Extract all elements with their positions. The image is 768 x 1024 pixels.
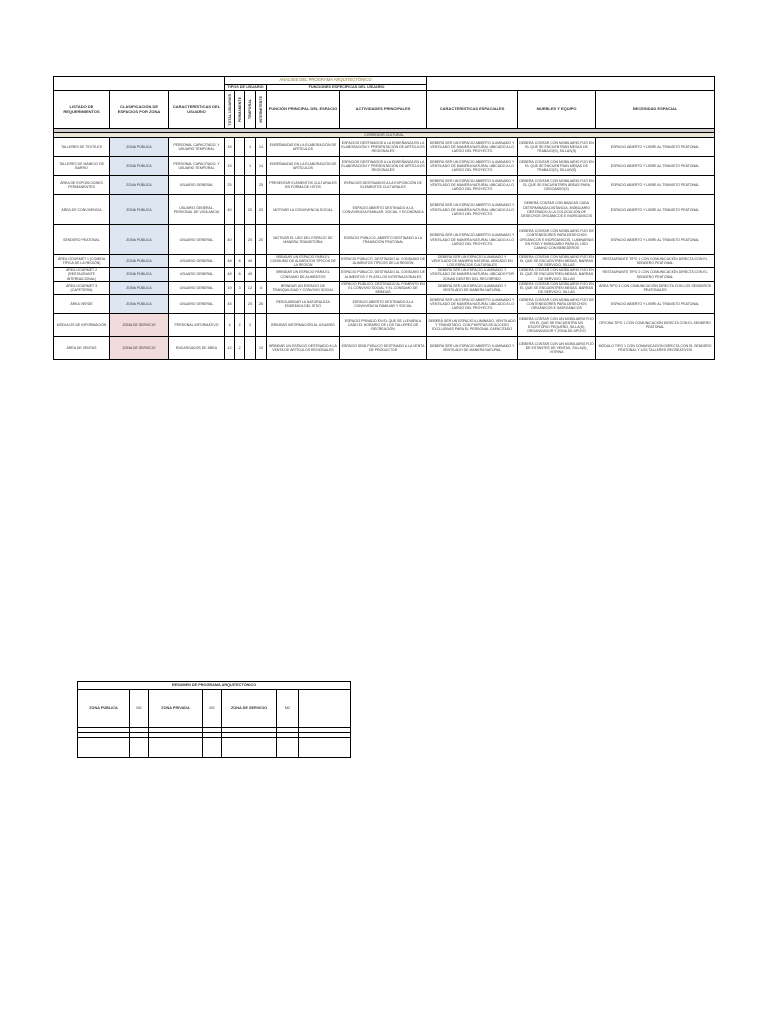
cell-user-type: ENCARGADOS DE ÁREA	[169, 336, 225, 359]
cell-temporal: 1	[245, 138, 256, 157]
cell-zone: ZONA PÚBLICA	[110, 255, 169, 268]
header-necesidad: NECESIDAD ESPACIAL	[596, 91, 715, 129]
cell-activities: ESPACIO ABIERTO DESTINADO A LA CONVIVENCIA FAMILIAR Y SOCIAL	[340, 294, 427, 313]
cell-user-type: PERSONAL CAPACITADO, Y USUARIO TEMPORAL	[169, 157, 225, 176]
cell-function: BRINDAR UN ESPACIO PARA EL CONSUMO DE ALIMENTOS TÍPICOS DE LA REGIÓN	[267, 255, 340, 268]
cell-activities: ESPACIO PÚBLICO, ABIERTO DESTINADO A LA TRANSICIÓN PEATONAL	[340, 225, 427, 255]
cell-total: 48	[225, 268, 235, 281]
cell-requirement: TALLERES DE TEXTILES	[54, 138, 110, 157]
header-permanente: PERMANENTE	[235, 91, 245, 129]
header-mobiliario: MUEBLES Y EQUIPO	[518, 91, 596, 129]
cell-intermittent: 25	[256, 176, 267, 195]
cell-furniture: DEBERÁ CONTAR CON UN MOBILIARIO FIJO DE ESTANTES DE VENTAS, SILLA(S), VITRINA	[518, 336, 596, 359]
summary-header-m2-servicio: M2	[277, 690, 299, 728]
cell-requirement: ÁREA GOURMET 1 (COMIDA TÍPICA DE LA REGIÓN)	[54, 255, 110, 268]
group-functions: FUNCIONES ESPECÍFICAS DEL USUARIO	[267, 85, 427, 91]
table-row	[54, 255, 715, 268]
summary-title: RESUMEN DE PROGRAMA ARQUITECTÓNICO	[78, 682, 351, 690]
cell-requirement: TALLERES DE MANEJO DE BARRO	[54, 157, 110, 176]
cell-activities: ESPACIO ABIERTO DESTINADO A LA CONVIVENCIA FAMILIAR, SOCIAL Y ECONÓMICA	[340, 195, 427, 225]
cell-permanent	[235, 225, 245, 255]
header-temporal: TEMPORAL	[245, 91, 256, 129]
cell-requirement: ÁREA DE CONVIVENCIA	[54, 195, 110, 225]
header-listado: LISTADO DE REQUERIMIENTOS	[54, 91, 110, 129]
cell-furniture: DEBERÁ CONTAR CON MOBILIARIO FIJO EN EL QUE SE ENCUENTREN ÁREAS PARA DESCANSO(S)	[518, 176, 596, 195]
table-row	[54, 281, 715, 294]
cell-user-type: USUARIO GENERAL	[169, 225, 225, 255]
cell-zone: ZONA DE SERVICIO	[110, 313, 169, 336]
cell-spatial: DEBERÁ SER UN ESPACIO ABIERTO ILUMINADO Y VENTILADO DE MANERA NATURAL UBICADO A LO LARGO DEL PROYECTO	[427, 157, 518, 176]
cell-total: 45	[225, 294, 235, 313]
cell-need: OFICINA TIPO 1 CON COMUNICACIÓN DIRECTA CON EL SENDERO PEATONAL	[596, 313, 715, 336]
summary-cell	[222, 738, 277, 758]
cell-need: ESPACIO ABIERTO Y LIBRE AL TRANSITO PEATONAL	[596, 138, 715, 157]
cell-requirement: ÁREA DE EXPOSICIONES PERMANENTES	[54, 176, 110, 195]
table-row	[54, 225, 715, 255]
table-row	[54, 176, 715, 195]
summary-row	[78, 738, 351, 758]
cell-temporal: 1	[245, 157, 256, 176]
cell-total: 15	[225, 157, 235, 176]
cell-total: 12	[225, 336, 235, 359]
cell-temporal: 40	[245, 268, 256, 281]
cell-requirement: ÁREA VERDE	[54, 294, 110, 313]
cell-total: 4	[225, 313, 235, 336]
cell-requirement: MÓDULOS DE INFORMACIÓN	[54, 313, 110, 336]
summary-cell	[299, 738, 351, 758]
table-row	[54, 336, 715, 359]
cell-activities: ESPACIOS DESTINADOS A LA EXPOSICIÓN DE ELEMENTOS CULTURALES	[340, 176, 427, 195]
cell-activities: ESPACIO PÚBLICO, DESTINADO AL CONSUMO DE ALIMENTOS TÍPICOS DE LA REGIÓN	[340, 255, 427, 268]
cell-requirement: ÁREA DE VENTAS	[54, 336, 110, 359]
cell-furniture: DEBERÁ CONTAR CON MOBILIARIO FIJO DE CONTENEDORES PARA DESECHOS ORGÁNICOS E INORGÁNICOS	[518, 294, 596, 313]
cell-temporal: 20	[245, 195, 256, 225]
cell-spatial: DEBERÁ SER UN ESPACIO ILUMINADO Y VENTILADO DE MANERA NATURAL UBICADO POR ZONAS DENTRO DEL RECORRIDO	[427, 268, 518, 281]
table-row	[54, 195, 715, 225]
cell-furniture: DEBERÁ CONTAR CON MOBILIARIO FIJO EN EL QUE SE ENCUENTRAN MESAS DE TRABAJO(S), SILLAS(S)	[518, 157, 596, 176]
cell-zone: ZONA PÚBLICA	[110, 157, 169, 176]
cell-permanent	[235, 195, 245, 225]
cell-need: ESPACIO ABIERTO Y LIBRE AL TRANSITO PEATONAL	[596, 176, 715, 195]
cell-need: MÓDULO TIPO 1 CON COMUNICACIÓN DIRECTA CON EL SENDERO PEATONAL Y LOS TALLERES RECREATIVOS	[596, 336, 715, 359]
cell-furniture: DEBERÁ CONTAR CON MOBILIARIO FIJO EN EL QUE SE ENCUENTREN MESAS, BARRAS DE SERVICIO, SILLAS	[519, 268, 594, 281]
cell-temporal: 12	[245, 281, 256, 294]
cell-temporal	[245, 176, 256, 195]
cell-user-type: PERSONAL INFORMATIVO	[169, 313, 225, 336]
cell-total: 48	[225, 255, 235, 268]
cell-intermittent: 10	[256, 336, 267, 359]
cell-intermittent: 25	[256, 294, 267, 313]
summary-header-extra	[299, 690, 351, 728]
cell-zone: ZONA PÚBLICA	[110, 225, 169, 255]
cell-spatial: DEBERÁ SER UN ESPACIO ABIERTO ILUMINADO Y VENTILADO DE MANERA NATURAL UBICADO A LO LARGO DEL PROYECTO	[427, 138, 518, 157]
cell-intermittent	[256, 268, 267, 281]
cell-temporal: 2	[245, 313, 256, 336]
cell-need: RESTAURANTE TIPO 2 CON COMUNICACIÓN DIRECTA CON EL SENDERO PEATONAL	[596, 268, 715, 281]
blank-top-right	[427, 77, 715, 91]
cell-permanent	[235, 138, 245, 157]
cell-furniture: DEBERÁ CONTAR CON BANCAS CADA DETERMINADA DISTANCIA, MOBILIARIO DESTINADO A LA COLOCACIÓN DE DESECHOS ORGÁNICOS E INORGÁNICOS	[518, 195, 596, 225]
table-row	[54, 268, 715, 281]
cell-spatial: DEBERÁ SER UN ESPACIO ILUMINADO Y VENTILADO DE MANERA NATURAL	[427, 281, 518, 294]
header-caracteristicas-usuario: CARACTERÍSTICAS DEL USUARIO	[169, 91, 225, 129]
summary-cell	[203, 738, 222, 758]
cell-function: BRINDAR UN ESPACIO PARA EL CONSUMO DE ALIMENTOS	[267, 268, 340, 281]
summary-cell	[78, 738, 130, 758]
cell-permanent: 2	[235, 313, 245, 336]
cell-total: 15	[225, 138, 235, 157]
cell-spatial: DEBERÁ SER UN ESPACIO ABIERTO ILUMINADO Y VENTILADO DE MANERA NATURAL UBICADO A LO LARGO DEL PROYECTO	[427, 195, 518, 225]
cell-temporal: 20	[245, 294, 256, 313]
summary-cell	[130, 738, 149, 758]
cell-function: PRESENTAR ELEMENTOS CULTURALES EN FORMA DE HITOS	[267, 176, 340, 195]
cell-activities: ESPACIOS DESTINADOS A LA ENSEÑANZA EN LA ELABORACIÓN Y PRESENTACIÓN DE ARTÍCULOS REGIONALES	[340, 138, 427, 157]
table-row	[54, 157, 715, 176]
cell-furniture: DEBERÁ CONTAR CON UN MOBILIARIO FIJO EN EL QUE SE ENCUENTRA UN ESCRITORIO PEQUEÑO, SILLA(S), ORGANIZADOR Y ZONA DE APOYO	[518, 313, 596, 336]
cell-spatial: DEBERÁ SER UN ESPACIO ILUMINADO, VENTILADO Y TRANSITADO, CON PUERTAS DE ACCESO EXCLUSIVAS PARA EL PERSONAL CAPACITADO	[427, 313, 518, 336]
cell-function: BRINDAR UN ESPACIO DESTINADO A LA VENTA DE ARTÍCULOS REGIONALES	[267, 336, 340, 359]
cell-function: BRINDAR UN ESPACIO DE TRANQUILIDAD Y CONVIVIO SOCIAL	[267, 281, 340, 294]
summary-header-m2-publica: M2	[130, 690, 149, 728]
cell-zone: ZONA PÚBLICA	[110, 176, 169, 195]
cell-user-type: USUARIO GENERAL	[169, 281, 225, 294]
cell-function: BRINDAR INFORMACIÓN AL USUARIO	[267, 313, 340, 336]
cell-zone: ZONA PÚBLICA	[110, 281, 169, 294]
cell-need: ESPACIO ABIERTO Y LIBRE AL TRANSITO PEATONAL	[596, 225, 715, 255]
cell-activities: ESPACIO PÚBLICO, DESTINADO AL FOMENTO EN EL CONVIVIO SOCIAL Y EL CONSUMO DE BEBIDAS	[341, 281, 425, 294]
cell-furniture: DEBERÁ CONTAR CON MOBILIARIO FIJO EN EL QUE SE ENCUENTREN MESAS, BARRAS DE SERVICIO, SILLAS	[519, 255, 594, 268]
header-total: TOTAL USUARIOS	[225, 91, 235, 129]
cell-activities: ESPACIO PÚBLICO, DESTINADO AL CONSUMO DE ALIMENTOS Y PLATILLOS INTERNACIONALES	[340, 268, 427, 281]
header-intermitente: INTERMITENTE	[256, 91, 267, 129]
cell-requirement: SENDERO PEATONAL	[54, 225, 110, 255]
cell-zone: ZONA PÚBLICA	[110, 268, 169, 281]
cell-permanent: 2	[235, 336, 245, 359]
cell-total: 40	[225, 225, 235, 255]
cell-intermittent: 20	[256, 195, 267, 225]
table-row	[54, 294, 715, 313]
cell-user-type: USUARIO GENERAL, PERSONAL DE VIGILANCIA	[169, 195, 225, 225]
cell-permanent	[235, 294, 245, 313]
cell-intermittent: 14	[256, 157, 267, 176]
cell-furniture: DEBERÁ CONTAR CON MOBILIARIO FIJO EN EL QUE SE ENCUENTREN MESAS, BARRAS DE SERVICIO, SILLAS	[519, 281, 594, 294]
table-row	[54, 313, 715, 336]
cell-activities: ESPACIO PRIVADO EN EL QUE SE LLEVARA A CABO EL HORARIO DE LOS TALLERES DE RECREACIÓN	[340, 313, 427, 336]
blank-top-left	[54, 77, 225, 91]
cell-function: RESGUARDAR LA NATURALEZA ENDÉMICA DEL SITIO	[267, 294, 340, 313]
cell-function: ENSEÑANZAS EN LA ELABORACIÓN DE ARTÍCULOS	[267, 138, 340, 157]
cell-permanent: 8	[235, 268, 245, 281]
summary-header-zona-publica: ZONA PÚBLICA	[78, 690, 130, 728]
cell-furniture: DEBERÁ CONTAR CON MOBILIARIO FIJO DE CONTENEDORES PARA DESECHOS ORGÁNICOS E INORGÁNICOS, LUMINARIAS EN PISO Y MOBILIARIO PARA EL USO CANINO CON BEBEDEROS	[518, 225, 596, 255]
cell-total: 40	[225, 195, 235, 225]
cell-need: ESPACIO ABIERTO Y LIBRE AL TRANSITO PEATONAL	[596, 195, 715, 225]
cell-need: ESPACIO ABIERTO Y LIBRE AL TRANSITO PEATONAL	[596, 294, 715, 313]
cell-total: 25	[225, 176, 235, 195]
cell-intermittent	[256, 313, 267, 336]
summary-header-zona-servicio: ZONA DE SERVICIO	[222, 690, 277, 728]
cell-total: 19	[225, 281, 235, 294]
cell-zone: ZONA PÚBLICA	[110, 294, 169, 313]
cell-function: MOTIVAR LA CONVIVENCIA SOCIAL	[267, 195, 340, 225]
summary-header-zona-privada: ZONA PRIVADA	[149, 690, 203, 728]
cell-temporal	[245, 336, 256, 359]
cell-permanent: 3	[235, 281, 245, 294]
cell-activities: ESPACIO SEMI PÚBLICO DESTINADO A LA VENTA DE PRODUCTOS	[340, 336, 427, 359]
section-label: CORREDOR CULTURAL	[54, 133, 715, 138]
cell-requirement: ÁREA GOURMET 3 (CAFETERÍA)	[54, 281, 110, 294]
program-analysis-table	[53, 76, 715, 360]
summary-cell	[277, 738, 299, 758]
cell-user-type: PERSONAL CAPACITADO, Y USUARIO TEMPORAL	[169, 138, 225, 157]
cell-intermittent: 14	[256, 138, 267, 157]
cell-intermittent: 4	[256, 281, 267, 294]
cell-permanent	[235, 176, 245, 195]
cell-intermittent	[256, 255, 267, 268]
cell-activities: ESPACIOS DESTINADOS A LA ENSEÑANZA EN LA ELABORACIÓN Y PRESENTACIÓN DE ARTÍCULOS REGIONALES	[340, 157, 427, 176]
cell-spatial: DEBERÁ SER UN ESPACIO ILUMINADO Y VENTILADO DE MANERA NATURAL UBICADO EN LOS ESPACIOS CULTURALES	[427, 255, 518, 268]
cell-user-type: USUARIO GENERAL	[169, 255, 225, 268]
cell-need: RESTAURANTE TIPO 1 CON COMUNICACIÓN DIRECTA CON EL SENDERO PEATONAL	[596, 255, 715, 268]
summary-table	[77, 681, 351, 758]
cell-intermittent: 20	[256, 225, 267, 255]
cell-requirement: ÁREA GOURMET 2 (RESTAURANTE INTERNACIONAL)	[54, 268, 110, 281]
table-title: ANÁLISIS DEL PROGRAMA ARQUITECTÓNICO	[225, 77, 427, 85]
cell-zone: ZONA PÚBLICA	[110, 138, 169, 157]
table-row	[54, 138, 715, 157]
cell-need: ESPACIO ABIERTO Y LIBRE AL TRANSITO PEATONAL	[596, 157, 715, 176]
cell-need: ÁREA TIPO 3 CON COMUNICACIÓN DIRECTA CON LOS SENDEROS PEATONALES	[596, 281, 715, 294]
cell-spatial: DEBERÁ SER UN ESPACIO ABIERTO ILUMINADO Y VENTILADO DE MANERA NATURAL	[427, 336, 518, 359]
cell-permanent: 8	[235, 255, 245, 268]
cell-spatial: DEBERÁ SER UN ESPACIO ABIERTO ILUMINADO Y VENTILADO DE MANERA NATURAL UBICADO A LO LARGO DEL PROYECTO	[427, 176, 518, 195]
cell-user-type: USUARIO GENERAL	[169, 176, 225, 195]
group-user-types: TIPOS DE USUARIO	[225, 85, 267, 91]
summary-header-m2-privada: M2	[203, 690, 222, 728]
cell-furniture: DEBERÁ CONTAR CON MOBILIARIO FIJO EN EL QUE SE ENCUENTRAN MESAS DE TRABAJO(S), SILLAS(S)	[518, 138, 596, 157]
cell-permanent	[235, 157, 245, 176]
cell-zone: ZONA DE SERVICIO	[110, 336, 169, 359]
cell-temporal: 40	[245, 255, 256, 268]
cell-function: ENSEÑANZAS EN LA ELABORACIÓN DE ARTÍCULOS	[267, 157, 340, 176]
cell-function: MOTIVAR EL USO DEL ESPACIO DE MANERA TRANSITORIA	[267, 225, 340, 255]
header-clasificacion: CLASIFICACIÓN DE ESPACIOS POR ZONA	[110, 91, 169, 129]
cell-temporal: 20	[245, 225, 256, 255]
header-actividades: ACTIVIDADES PRINCIPALES	[340, 91, 427, 129]
cell-zone: ZONA PÚBLICA	[110, 195, 169, 225]
cell-spatial: DEBERÁ SER UN ESPACIO ABIERTO ILUMINADO Y VENTILADO DE MANERA NATURAL UBICADO A LO LARGO DEL PROYECTO	[427, 294, 518, 313]
cell-user-type: USUARIO GENERAL	[169, 268, 225, 281]
header-funcion: FUNCIÓN PRINCIPAL DEL ESPACIO	[267, 91, 340, 129]
summary-cell	[149, 738, 203, 758]
cell-user-type: USUARIO GENERAL	[169, 294, 225, 313]
header-espaciales: CARACTERÍSTICAS ESPACIALES	[427, 91, 518, 129]
cell-spatial: DEBERÁ SER UN ESPACIO ABIERTO ILUMINADO Y VENTILADO DE MANERA NATURAL UBICADO A LO LARGO DEL PROYECTO	[427, 225, 518, 255]
